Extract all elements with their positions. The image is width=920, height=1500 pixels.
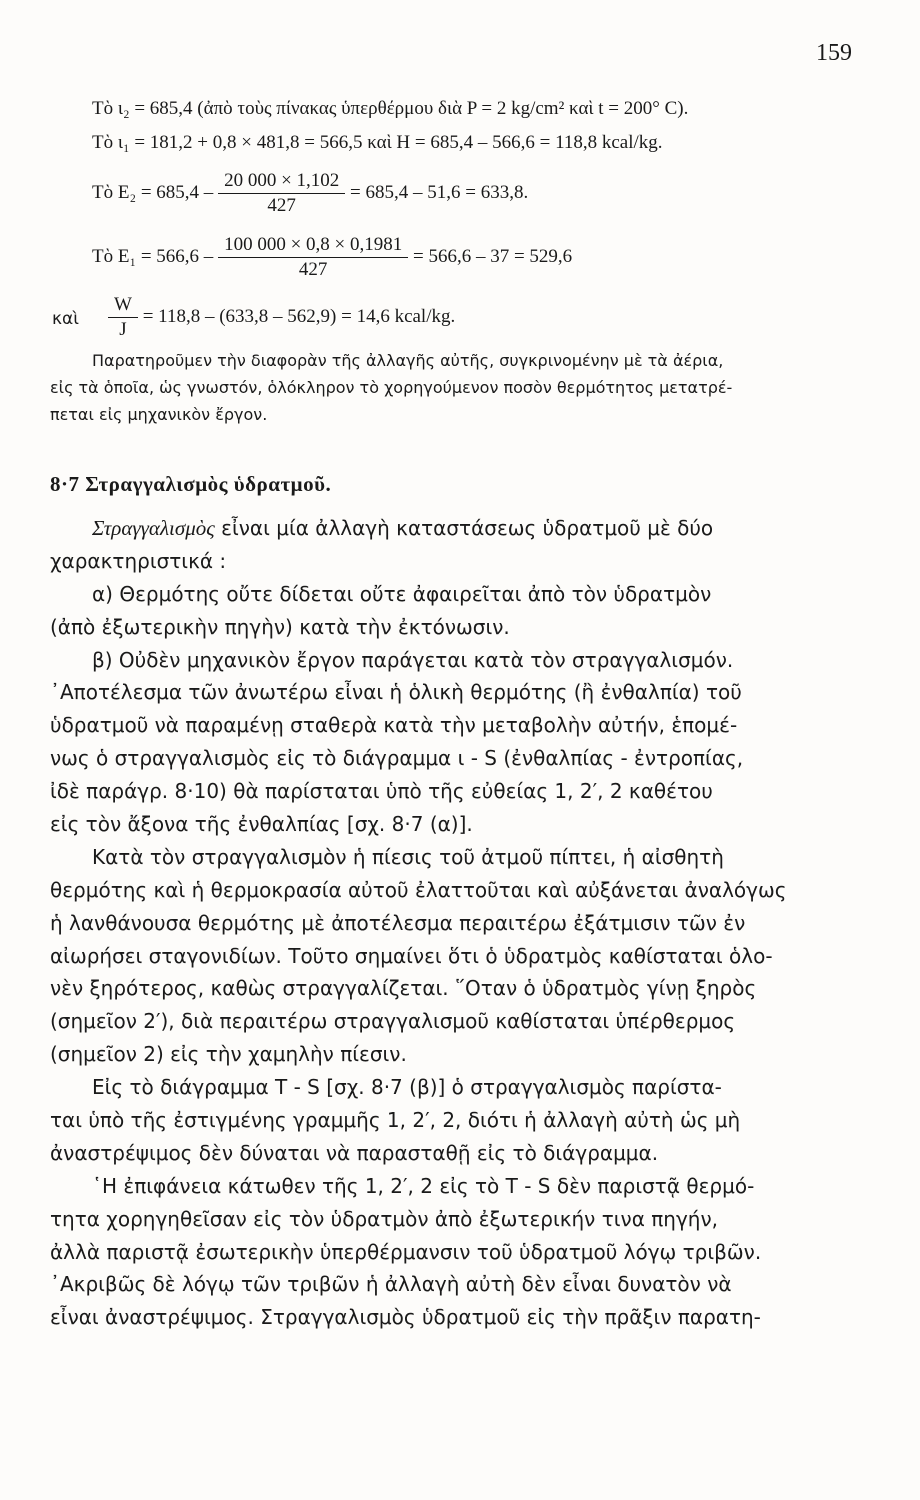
observation-line: εἰς τὰ ὁποῖα, ὡς γνωστόν, ὁλόκληρον τὸ χορηγούμενον ποσὸν θερμότητος μετατρέ-: [50, 378, 733, 397]
body-line: νὲν ξηρότερος, καθὼς στραγγαλίζεται. ῞Οταν ὁ ὑδρατμὸς γίνῃ ξηρὸς: [50, 976, 757, 1001]
body-line-item-b: β) Οὐδὲν μηχανικὸν ἔργον παράγεται κατὰ τὸν στραγγαλισμόν.: [92, 647, 734, 672]
body-text: [50, 512, 866, 1334]
equation-e1: [92, 234, 572, 281]
body-line: ἀναστρέψιμος δὲν δύναται νὰ παρασταθῇ εἰς τὸ διάγραμμα.: [50, 1140, 659, 1165]
equation-wj-numerator: W: [108, 294, 138, 318]
page-number: 159: [816, 40, 852, 66]
body-line: ᾿Αποτέλεσμα τῶν ἀνωτέρω εἶναι ἡ ὁλικὴ θερμότης (ἢ ἐνθαλπία) τοῦ: [50, 680, 742, 705]
body-line: [50, 512, 866, 545]
body-line: ται ὑπὸ τῆς ἐστιγμένης γραμμῆς 1, 2′, 2, διότι ἡ ἀλλαγὴ αὐτὴ ὡς μὴ: [50, 1108, 741, 1133]
equation-e1-lhs: Τὸ E₁ = 566,6 –: [92, 245, 214, 267]
body-line: αἰωρήσει σταγονιδίων. Τοῦτο σημαίνει ὅτι ὁ ὑδρατμὸς καθίσταται ὁλο-: [50, 943, 773, 968]
observation-paragraph: [50, 347, 870, 428]
observation-line: Παρατηροῦμεν τὴν διαφορὰν τῆς ἀλλαγῆς αὐτῆς, συγκρινομένην μὲ τὰ ἀέρια,: [92, 351, 724, 370]
equation-e2-denominator: 427: [267, 195, 296, 216]
body-line: ῾Η ἐπιφάνεια κάτωθεν τῆς 1, 2′, 2 εἰς τὸ T - S δὲν παριστᾷ θερμό-: [92, 1173, 755, 1198]
body-line-rest: εἶναι μία ἀλλαγὴ καταστάσεως ὑδρατμοῦ μὲ δύο: [214, 516, 714, 540]
body-line: ἡ λανθάνουσα θερμότης μὲ ἀποτέλεσμα περαιτέρω ἐξάτμισιν τῶν ἐν: [50, 910, 746, 935]
body-line: εἰς τὸν ἄξονα τῆς ἐνθαλπίας [σχ. 8·7 (α)].: [50, 812, 473, 837]
body-line: ἰδὲ παράγρ. 8·10) θὰ παρίσταται ὑπὸ τῆς εὐθείας 1, 2′, 2 καθέτου: [50, 779, 713, 804]
body-line: τητα χορηγηθεῖσαν εἰς τὸν ὑδρατμὸν ἀπὸ ἐξωτερικήν τινα πηγήν,: [50, 1206, 718, 1231]
observation-line: πεται εἰς μηχανικὸν ἔργον.: [50, 405, 268, 424]
equation-e2-numerator: 20 000 × 1,102: [218, 170, 345, 194]
equation-wj-fraction: [108, 294, 138, 341]
equation-wj-prefix: καὶ: [52, 309, 79, 329]
equation-e2-fraction: [218, 170, 345, 217]
equation-e1-numerator: 100 000 × 0,8 × 0,1981: [218, 234, 408, 258]
body-line: Κατὰ τὸν στραγγαλισμὸν ἡ πίεσις τοῦ ἀτμοῦ πίπτει, ἡ αἰσθητὴ: [92, 844, 724, 869]
equation-e2-rhs: = 685,4 – 51,6 = 633,8.: [350, 181, 529, 203]
defined-term: Στραγγαλισμὸς: [92, 516, 215, 540]
body-line: (ἀπὸ ἐξωτερικὴν πηγὴν) κατὰ τὴν ἐκτόνωσιν.: [50, 614, 510, 639]
body-line: ᾿Ακριβῶς δὲ λόγῳ τῶν τριβῶν ἡ ἀλλαγὴ αὐτὴ δὲν εἶναι δυνατὸν νὰ: [50, 1272, 732, 1297]
body-line: (σημεῖον 2′), διὰ περαιτέρω στραγγαλισμοῦ καθίσταται ὑπέρθερμος: [50, 1009, 736, 1034]
equation-line-i2: Τὸ ι₂ = 685,4 (ἀπὸ τοὺς πίνακας ὑπερθέρμου διὰ P = 2 kg/cm² καὶ t = 200° C).: [92, 98, 689, 119]
equation-e2-lhs: Τὸ E₂ = 685,4 –: [92, 181, 214, 203]
body-line: (σημεῖον 2) εἰς τὴν χαμηλὴν πίεσιν.: [50, 1042, 407, 1067]
body-line: ὑδρατμοῦ νὰ παραμένῃ σταθερὰ κατὰ τὴν μεταβολὴν αὐτήν, ἑπομέ-: [50, 713, 738, 738]
equation-wj-denominator: J: [119, 319, 127, 340]
body-line: ἀλλὰ παριστᾷ ἐσωτερικὴν ὑπερθέρμανσιν τοῦ ὑδρατμοῦ λόγῳ τριβῶν.: [50, 1239, 762, 1264]
equation-e1-denominator: 427: [298, 259, 328, 280]
body-line: εἶναι ἀναστρέψιμος. Στραγγαλισμὸς ὑδρατμοῦ εἰς τὴν πρᾶξιν παρατη-: [50, 1305, 761, 1330]
body-line-item-a: α) Θερμότης οὔτε δίδεται οὔτε ἀφαιρεῖται ἀπὸ τὸν ὑδρατμὸν: [92, 581, 712, 606]
equation-wj-rhs: = 118,8 – (633,8 – 562,9) = 14,6 kcal/kg.: [142, 305, 456, 327]
body-line: Εἰς τὸ διάγραμμα T - S [σχ. 8·7 (β)] ὁ στραγγαλισμὸς παρίστα-: [92, 1075, 722, 1100]
equation-e2: [92, 170, 528, 217]
section-heading: 8·7 Στραγγαλισμὸς ὑδρατμοῦ.: [50, 472, 332, 496]
equation-wj: [108, 294, 455, 341]
body-line: θερμότης καὶ ἡ θερμοκρασία αὐτοῦ ἐλαττοῦται καὶ αὐξάνεται ἀναλόγως: [50, 877, 787, 902]
body-line: νως ὁ στραγγαλισμὸς εἰς τὸ διάγραμμα ι - S (ἐνθαλπίας - ἐντροπίας,: [50, 746, 744, 771]
equation-e1-fraction: [218, 234, 408, 281]
equation-line-i1: Τὸ ι₁ = 181,2 + 0,8 × 481,8 = 566,5 καὶ H = 685,4 – 566,6 = 118,8 kcal/kg.: [92, 132, 663, 153]
body-line: χαρακτηριστικά :: [50, 548, 227, 573]
equation-e1-rhs: = 566,6 – 37 = 529,6: [413, 245, 573, 267]
